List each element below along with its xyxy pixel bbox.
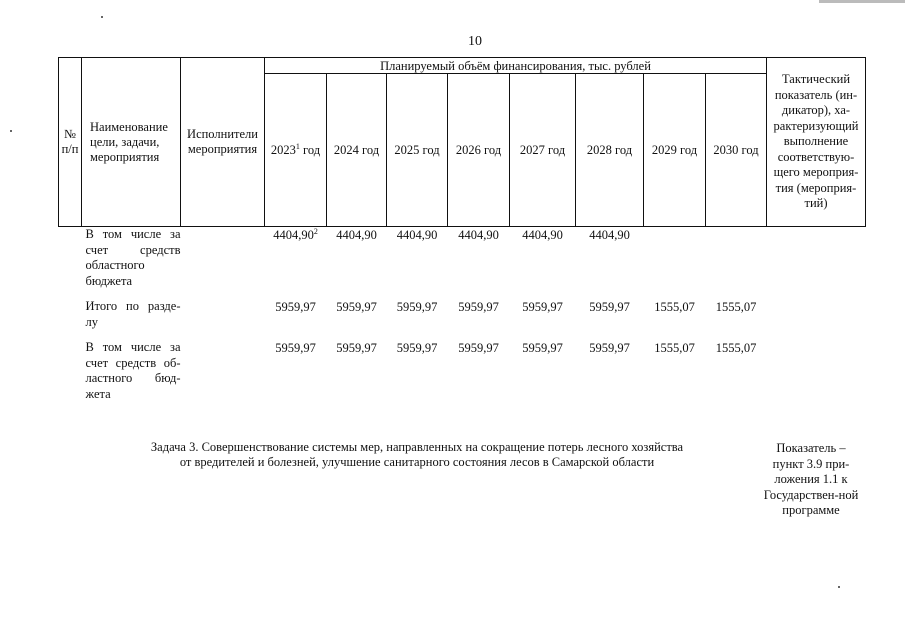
header-funding-group: Планируемый объём финансирования, тыс. рублей	[265, 58, 767, 74]
header-year: 2029 год	[644, 74, 706, 227]
header-year: 2026 год	[448, 74, 510, 227]
header-year: 2028 год	[576, 74, 644, 227]
table-row	[59, 299, 866, 340]
header-indicator: Тактический показатель (ин-дикатор), ха-рактеризующий выполнение соответствую-щего мероприя-тия (мероприя-тий)	[767, 58, 866, 227]
scan-edge-mark	[819, 0, 905, 3]
row-indicator	[767, 340, 866, 411]
row-executors	[181, 340, 265, 411]
row-value: 4404,90	[458, 228, 499, 242]
header-year: 2025 год	[387, 74, 448, 227]
financing-table	[58, 57, 866, 411]
row-description: В том числе за счет средств областного бюджета	[85, 227, 181, 288]
table-row	[59, 227, 866, 300]
row-value: 5959,97	[396, 300, 438, 314]
row-executors	[181, 227, 265, 300]
row-value: 4404,90	[396, 228, 438, 242]
header-year: 2027 год	[510, 74, 576, 227]
row-value: 5959,97	[275, 300, 316, 314]
header-year: 2024 год	[327, 74, 387, 227]
year-label: 2023	[270, 143, 296, 157]
row-value: 5959,97	[336, 341, 377, 355]
row-value: 1555,07	[654, 300, 695, 314]
footnote-mark: 1	[295, 141, 300, 151]
year-suffix: год	[299, 143, 321, 157]
page-number: 10	[468, 34, 482, 49]
task-heading-line: Задача 3. Совершенствование системы мер, направленных на сокращение потерь лесного хозяйства	[150, 440, 684, 454]
scan-speck	[10, 130, 12, 132]
row-indicator	[767, 227, 866, 300]
header-name: Наименование цели, задачи, мероприятия	[82, 58, 181, 227]
row-indicator	[767, 299, 866, 340]
task-heading	[132, 440, 702, 470]
row-value: 5959,97	[275, 341, 316, 355]
table-row	[59, 340, 866, 411]
row-value: 4404,90	[522, 228, 563, 242]
row-value: 4404,90	[589, 228, 630, 242]
row-executors	[181, 299, 265, 340]
row-value: 1555,07	[654, 341, 695, 355]
task-heading-line: от вредителей и болезней, улучшение санитарного состояния лесов в Самарской области	[179, 455, 655, 469]
scan-speck	[101, 16, 103, 18]
row-value: 5959,97	[522, 300, 563, 314]
header-year: 2030 год	[706, 74, 767, 227]
row-value: 5959,97	[396, 341, 438, 355]
row-value: 5959,97	[458, 300, 499, 314]
row-value	[265, 227, 327, 300]
header-year	[265, 74, 327, 227]
row-value: 1555,07	[715, 341, 757, 355]
row-value	[706, 227, 767, 300]
row-value: 5959,97	[522, 341, 563, 355]
row-value: 5959,97	[336, 300, 377, 314]
row-value: 5959,97	[458, 341, 499, 355]
header-num: № п/п	[59, 58, 82, 227]
row-description: Итого по разде-лу	[85, 299, 181, 329]
financing-table-wrapper	[58, 57, 866, 411]
row-description: В том числе за счет средств об-ластного бюд-жета	[85, 340, 181, 401]
value-text: 4404,90	[273, 228, 314, 242]
row-value: 5959,97	[589, 341, 630, 355]
task-indicator-note: Показатель – пункт 3.9 при-ложения 1.1 к Государствен-ной программе	[763, 441, 859, 517]
row-value: 4404,90	[336, 228, 377, 242]
row-value: 5959,97	[589, 300, 630, 314]
scan-speck	[838, 586, 840, 588]
header-executors: Исполнители мероприятия	[181, 58, 265, 227]
row-value: 1555,07	[715, 300, 757, 314]
footnote-mark: 2	[313, 226, 318, 236]
row-value	[644, 227, 706, 300]
